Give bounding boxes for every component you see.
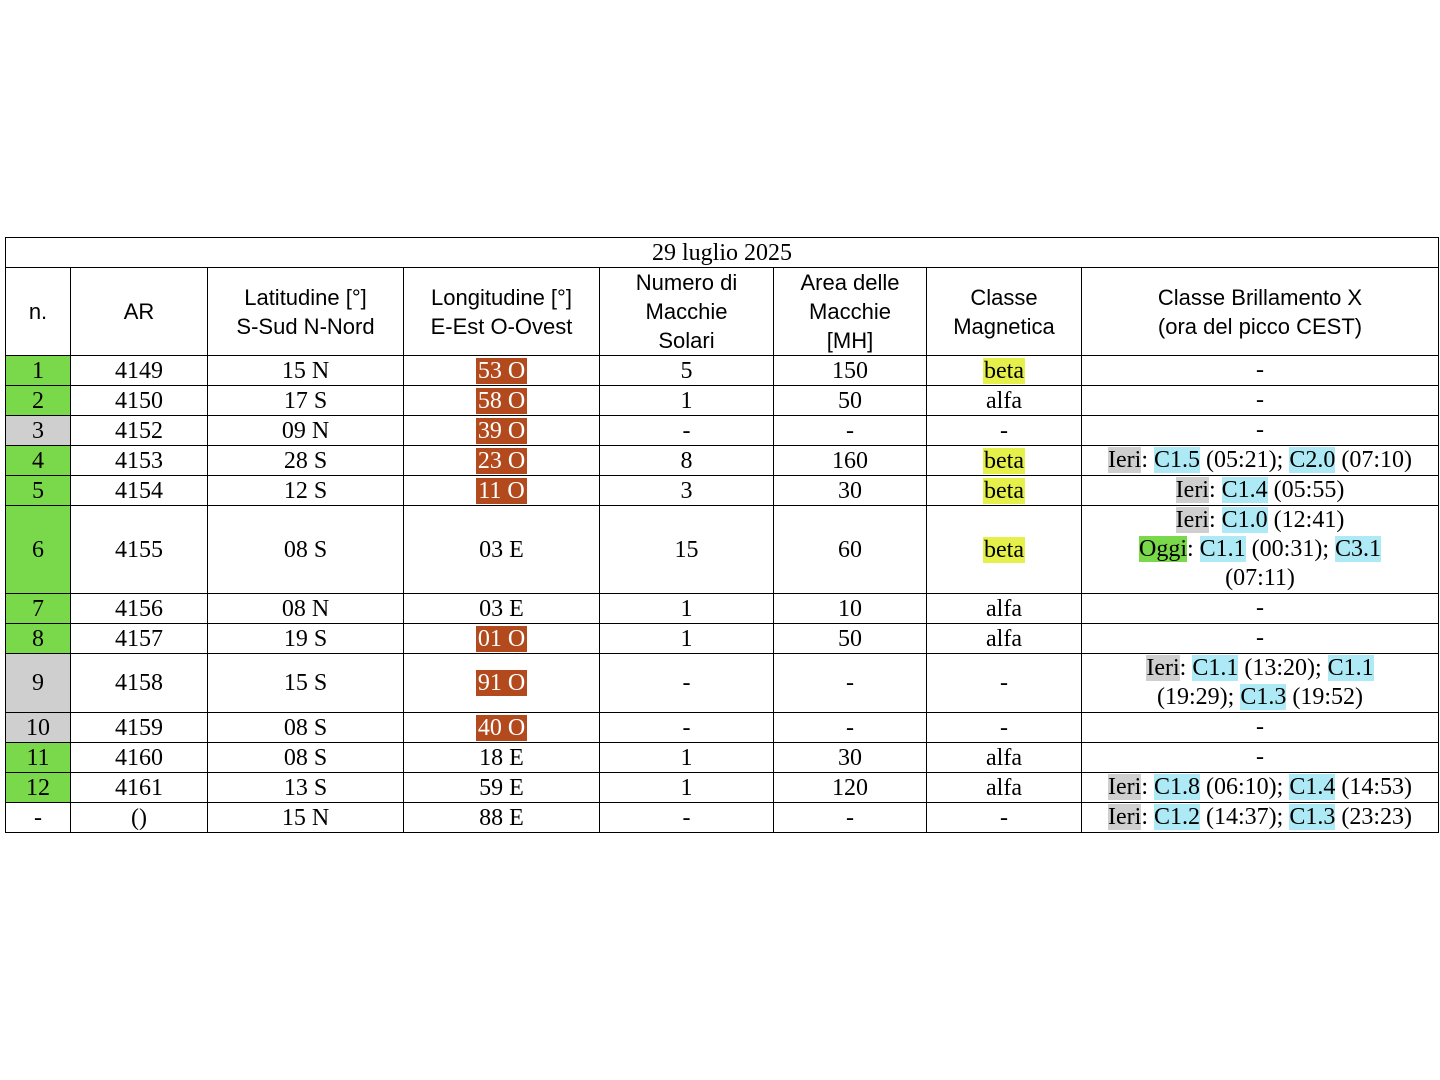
longitude: [404, 506, 600, 594]
flare-text: :: [1186, 536, 1200, 562]
longitude-value: 03 E: [479, 536, 524, 563]
flare-text: (14:37);: [1200, 804, 1290, 830]
flare-text: (07:11): [1225, 565, 1295, 591]
flare-text: (07:10): [1335, 447, 1412, 473]
flare-class: C2.0: [1289, 447, 1336, 473]
flares: -: [1082, 743, 1439, 773]
magnetic-class: [927, 356, 1082, 386]
flares: -: [1082, 356, 1439, 386]
sunspot-count: -: [600, 416, 774, 446]
magnetic-class-value: beta: [984, 477, 1024, 504]
active-region: 4158: [71, 654, 208, 713]
magnetic-class-value: -: [1000, 804, 1008, 831]
row-number: 5: [6, 476, 71, 506]
active-region: 4149: [71, 356, 208, 386]
active-region: 4159: [71, 713, 208, 743]
table-body: [6, 356, 1439, 833]
latitude: 15 N: [208, 356, 404, 386]
magnetic-class: [927, 773, 1082, 803]
flares: [1082, 803, 1439, 833]
row-number: 8: [6, 624, 71, 654]
latitude: 13 S: [208, 773, 404, 803]
longitude-value: 39 O: [477, 417, 526, 444]
sunspot-count: -: [600, 803, 774, 833]
active-region: 4154: [71, 476, 208, 506]
flare-class: C1.4: [1289, 774, 1336, 800]
row-number: 3: [6, 416, 71, 446]
flare-class: C1.1: [1192, 655, 1239, 681]
table-title: 29 luglio 2025: [6, 238, 1439, 268]
flare-line: [1084, 476, 1436, 505]
longitude: [404, 416, 600, 446]
flare-text: (05:21);: [1200, 447, 1290, 473]
flare-class: C1.1: [1327, 655, 1374, 681]
flare-class: C3.1: [1335, 536, 1382, 562]
sunspot-area: 160: [774, 446, 927, 476]
day-label-ieri: Ieri: [1146, 655, 1180, 681]
flares: [1082, 476, 1439, 506]
row-number: 9: [6, 654, 71, 713]
latitude: 08 S: [208, 506, 404, 594]
longitude-value: 58 O: [477, 387, 526, 414]
magnetic-class-value: beta: [984, 357, 1024, 384]
row-number: 2: [6, 386, 71, 416]
flare-line: [1084, 446, 1436, 475]
flare-text: :: [1208, 477, 1222, 503]
flare-class: C1.8: [1153, 774, 1200, 800]
magnetic-class-value: alfa: [986, 744, 1022, 771]
flare-line: [1084, 535, 1436, 564]
active-region: 4160: [71, 743, 208, 773]
row-number: 1: [6, 356, 71, 386]
sunspot-count: 3: [600, 476, 774, 506]
flares: [1082, 446, 1439, 476]
sunspot-area: 150: [774, 356, 927, 386]
active-region: 4156: [71, 594, 208, 624]
sunspot-area: -: [774, 416, 927, 446]
sunspot-area: 60: [774, 506, 927, 594]
flare-line: [1084, 773, 1436, 802]
longitude: [404, 356, 600, 386]
flares: [1082, 654, 1439, 713]
sunspot-count: -: [600, 713, 774, 743]
flare-text: (05:55): [1267, 477, 1345, 503]
magnetic-class-value: -: [1000, 417, 1008, 444]
header-spots-line: Numero di: [635, 270, 738, 295]
magnetic-class-value: beta: [984, 536, 1024, 563]
flare-text: :: [1208, 507, 1222, 533]
sunspot-count: 8: [600, 446, 774, 476]
header-magnetic-class-line: Magnetica: [953, 313, 1055, 339]
flares: -: [1082, 416, 1439, 446]
flare-line: [1084, 564, 1436, 593]
header-spots-line: Macchie: [645, 299, 728, 324]
header-spots: [600, 268, 774, 356]
table-row: [6, 476, 1439, 506]
latitude: 28 S: [208, 446, 404, 476]
active-region: 4152: [71, 416, 208, 446]
table-row: [6, 386, 1439, 416]
latitude: 08 S: [208, 743, 404, 773]
header-latitude: [208, 268, 404, 356]
flares: [1082, 773, 1439, 803]
day-label-ieri: Ieri: [1108, 447, 1142, 473]
row-number: 12: [6, 773, 71, 803]
sunspot-area: 30: [774, 476, 927, 506]
table-row: [6, 743, 1439, 773]
header-longitude: [404, 268, 600, 356]
table-row: [6, 713, 1439, 743]
header-magnetic-class: [927, 268, 1082, 356]
flare-class: C1.2: [1153, 804, 1200, 830]
day-label-ieri: Ieri: [1175, 477, 1209, 503]
flare-text: (19:29);: [1157, 684, 1241, 710]
table-row: [6, 356, 1439, 386]
longitude: [404, 803, 600, 833]
header-latitude-line: Latitudine [°]: [244, 284, 367, 310]
header-flares-line: (ora del picco CEST): [1157, 313, 1363, 339]
day-label-oggi: Oggi: [1138, 536, 1187, 562]
longitude-value: 01 O: [477, 625, 526, 652]
flare-text: :: [1141, 774, 1154, 800]
sunspot-count: 1: [600, 773, 774, 803]
magnetic-class: [927, 506, 1082, 594]
table-row: [6, 624, 1439, 654]
longitude: [404, 624, 600, 654]
flare-class: C1.1: [1199, 536, 1246, 562]
day-label-ieri: Ieri: [1108, 774, 1142, 800]
longitude: [404, 743, 600, 773]
row-number: 7: [6, 594, 71, 624]
header-n: n.: [6, 268, 71, 356]
sunspot-area: 10: [774, 594, 927, 624]
active-region: 4161: [71, 773, 208, 803]
header-spots-line: Solari: [658, 328, 715, 353]
magnetic-class-value: alfa: [986, 625, 1022, 652]
table-row: [6, 654, 1439, 713]
longitude: [404, 476, 600, 506]
table-row: [6, 803, 1439, 833]
magnetic-class: [927, 594, 1082, 624]
row-number: -: [6, 803, 71, 833]
longitude: [404, 386, 600, 416]
header-latitude-line: S-Sud N-Nord: [236, 313, 375, 339]
flares: -: [1082, 594, 1439, 624]
longitude-value: 91 O: [477, 670, 526, 696]
day-label-ieri: Ieri: [1175, 507, 1209, 533]
sunspot-area: -: [774, 713, 927, 743]
flare-class: C1.3: [1240, 684, 1287, 710]
longitude-value: 53 O: [477, 357, 526, 384]
longitude-value: 11 O: [478, 477, 525, 504]
flare-text: (06:10);: [1200, 774, 1290, 800]
header-area-line: Macchie: [809, 299, 891, 324]
flare-class: C1.0: [1221, 507, 1268, 533]
magnetic-class: [927, 743, 1082, 773]
sunspot-area: -: [774, 803, 927, 833]
header-longitude-line: Longitudine [°]: [431, 284, 572, 310]
table-row: [6, 506, 1439, 594]
sunspot-count: 1: [600, 594, 774, 624]
flare-text: :: [1141, 447, 1154, 473]
active-region: 4155: [71, 506, 208, 594]
latitude: 15 S: [208, 654, 404, 713]
flare-class: C1.5: [1153, 447, 1200, 473]
flare-text: (12:41): [1267, 507, 1345, 533]
latitude: 15 N: [208, 803, 404, 833]
magnetic-class: [927, 386, 1082, 416]
sunspot-count: 5: [600, 356, 774, 386]
table-row: [6, 416, 1439, 446]
flare-text: (23:23): [1335, 804, 1412, 830]
flare-line: [1084, 803, 1436, 832]
sunspot-table: [5, 237, 1439, 833]
longitude: [404, 773, 600, 803]
magnetic-class-value: -: [1000, 670, 1008, 696]
header-longitude-line: E-Est O-Ovest: [430, 313, 573, 339]
sunspot-count: 1: [600, 624, 774, 654]
longitude-value: 88 E: [479, 804, 524, 831]
active-region: 4150: [71, 386, 208, 416]
header-area-line: [MH]: [826, 328, 874, 353]
active-region: 4153: [71, 446, 208, 476]
sunspot-area: 50: [774, 386, 927, 416]
row-number: 10: [6, 713, 71, 743]
flare-line: [1084, 506, 1436, 535]
flare-line: [1084, 654, 1436, 683]
header-flares: [1082, 268, 1439, 356]
flare-text: (00:31);: [1245, 536, 1335, 562]
sunspot-count: -: [600, 654, 774, 713]
row-number: 11: [6, 743, 71, 773]
longitude: [404, 654, 600, 713]
magnetic-class-value: beta: [984, 447, 1024, 474]
flare-text: :: [1179, 655, 1193, 681]
longitude: [404, 446, 600, 476]
sunspot-area: 30: [774, 743, 927, 773]
sunspot-area: -: [774, 654, 927, 713]
longitude: [404, 713, 600, 743]
flare-text: :: [1141, 804, 1154, 830]
flare-line: [1084, 683, 1436, 712]
header-magnetic-class-line: Classe: [970, 284, 1038, 310]
active-region: 4157: [71, 624, 208, 654]
latitude: 19 S: [208, 624, 404, 654]
header-ar: AR: [71, 268, 208, 356]
longitude-value: 59 E: [479, 774, 524, 801]
magnetic-class: [927, 446, 1082, 476]
longitude-value: 18 E: [479, 744, 524, 771]
flares: -: [1082, 713, 1439, 743]
longitude: [404, 594, 600, 624]
flare-class: C1.3: [1289, 804, 1336, 830]
table-row: [6, 773, 1439, 803]
active-region: (): [71, 803, 208, 833]
magnetic-class: [927, 713, 1082, 743]
sunspot-count: 1: [600, 386, 774, 416]
sunspot-count: 15: [600, 506, 774, 594]
sunspot-area: 50: [774, 624, 927, 654]
flare-class: C1.4: [1221, 477, 1268, 503]
row-number: 6: [6, 506, 71, 594]
flare-text: (13:20);: [1238, 655, 1328, 681]
magnetic-class: [927, 476, 1082, 506]
magnetic-class: [927, 624, 1082, 654]
magnetic-class-value: alfa: [986, 595, 1022, 622]
row-number: 4: [6, 446, 71, 476]
magnetic-class: [927, 416, 1082, 446]
flare-text: (19:52): [1286, 684, 1363, 710]
magnetic-class: [927, 803, 1082, 833]
sunspot-count: 1: [600, 743, 774, 773]
longitude-value: 40 O: [477, 714, 526, 741]
flare-text: (14:53): [1335, 774, 1412, 800]
header-flares-line: Classe Brillamento X: [1157, 284, 1363, 310]
header-area-line: Area delle: [800, 270, 900, 295]
latitude: 09 N: [208, 416, 404, 446]
flares: -: [1082, 386, 1439, 416]
latitude: 12 S: [208, 476, 404, 506]
table-row: [6, 594, 1439, 624]
magnetic-class-value: alfa: [986, 774, 1022, 801]
latitude: 08 N: [208, 594, 404, 624]
sunspot-area: 120: [774, 773, 927, 803]
magnetic-class: [927, 654, 1082, 713]
magnetic-class-value: -: [1000, 714, 1008, 741]
day-label-ieri: Ieri: [1108, 804, 1142, 830]
flares: [1082, 506, 1439, 594]
magnetic-class-value: alfa: [986, 387, 1022, 414]
table-row: [6, 446, 1439, 476]
header-area: [774, 268, 927, 356]
longitude-value: 23 O: [477, 447, 526, 474]
longitude-value: 03 E: [479, 595, 524, 622]
flares: -: [1082, 624, 1439, 654]
latitude: 17 S: [208, 386, 404, 416]
latitude: 08 S: [208, 713, 404, 743]
